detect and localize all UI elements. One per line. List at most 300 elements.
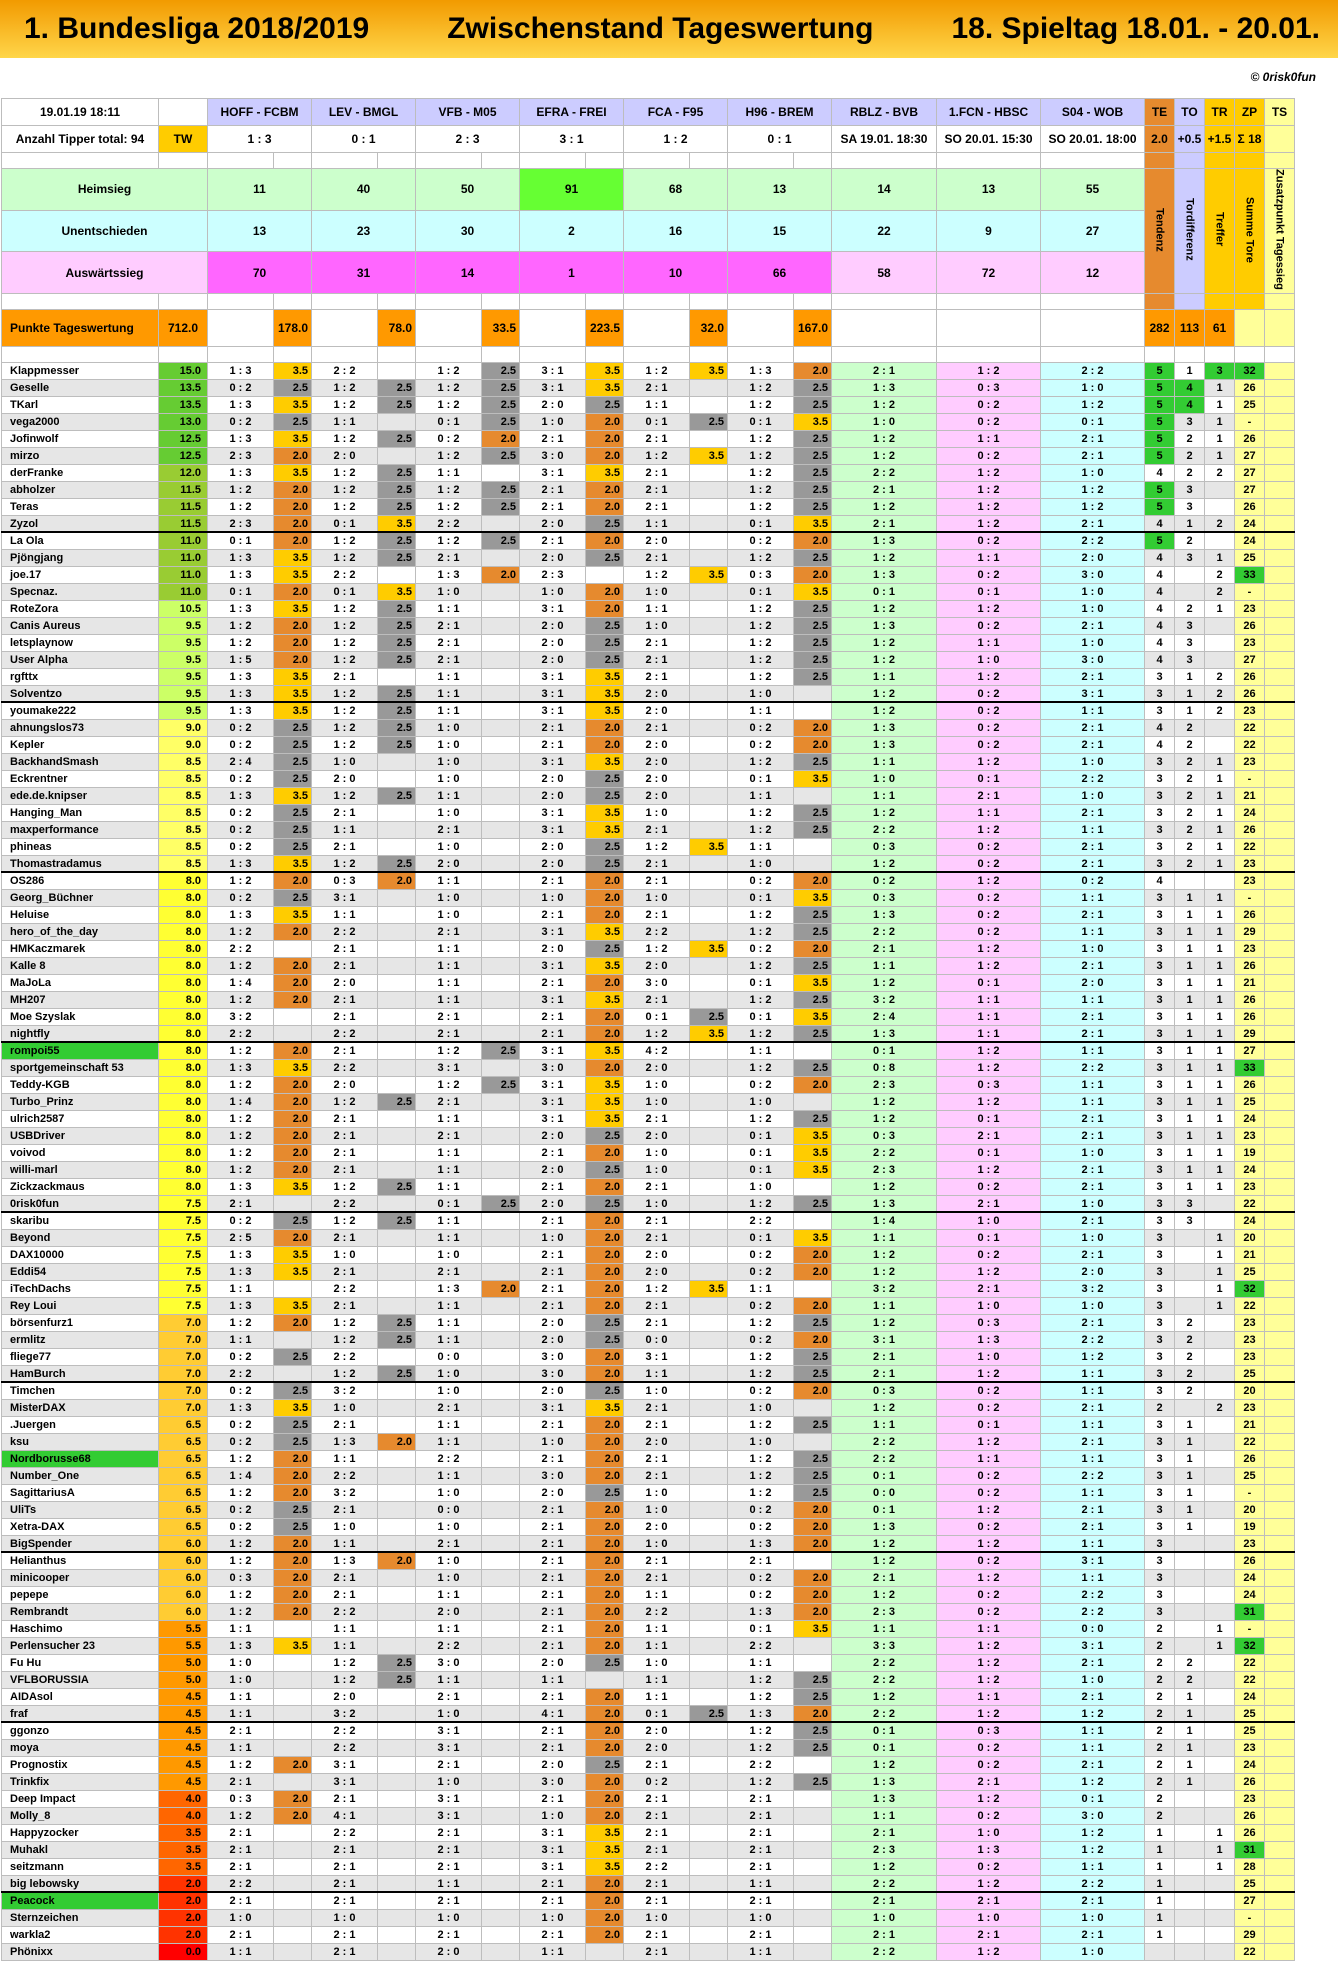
open-tip: 2 : 2 [832,1433,937,1450]
spacer [794,293,832,309]
tip-points [794,855,832,872]
tip-points [690,481,728,498]
tip-points: 2.5 [378,532,416,549]
tipper-row [2,1858,1295,1875]
tip-points: 3.5 [586,753,624,770]
tipper-name: Pjöngjang [2,549,159,566]
tr-count: 1 [1205,1229,1235,1246]
tipper-total: 7.5 [159,1212,208,1229]
open-tip: 1 : 3 [937,1331,1041,1348]
tip: 1 : 0 [312,1246,378,1263]
tip-points: 2.5 [378,617,416,634]
tip: 0 : 3 [312,872,378,889]
tip: 2 : 1 [208,1722,274,1739]
tip-points [378,1790,416,1807]
tip: 1 : 0 [728,1909,794,1926]
tip-points [378,413,416,430]
to-count: 2 [1175,1365,1205,1382]
zp-sum: 26 [1235,1773,1265,1790]
tip: 1 : 0 [312,753,378,770]
zp-sum: 23 [1235,1178,1265,1195]
tip-points: 2.5 [794,1025,832,1042]
tip-points: 2.0 [274,1603,312,1620]
open-tip: 2 : 1 [1041,804,1145,821]
tip-points: 3.5 [586,1858,624,1875]
tip: 0 : 1 [416,1195,482,1212]
tr-count [1205,1365,1235,1382]
tip-points [690,515,728,532]
tipper-total: 13.5 [159,379,208,396]
open-tip: 2 : 1 [1041,668,1145,685]
open-tip: 1 : 1 [937,1450,1041,1467]
tip-points [794,787,832,804]
tipper-name: seitzmann [2,1858,159,1875]
tip: 1 : 0 [312,1909,378,1926]
tr-count: 2 [1205,566,1235,583]
ts-cell [1265,651,1295,668]
zp-sum: 28 [1235,1858,1265,1875]
ext-weight: +1.5 [1205,126,1235,153]
zp-sum: 26 [1235,1552,1265,1569]
open-tip: 1 : 2 [1041,1705,1145,1722]
tip-points [794,1654,832,1671]
tip: 1 : 0 [312,1518,378,1535]
tip-points: 2.0 [586,1603,624,1620]
tip: 2 : 2 [624,923,690,940]
tip-points: 2.5 [794,1739,832,1756]
tipper-row [2,974,1295,991]
open-tip: 1 : 1 [1041,702,1145,719]
tipper-total: 8.0 [159,889,208,906]
zp-sum: 27 [1235,651,1265,668]
tipper-row [2,1450,1295,1467]
tip-points: 3.5 [586,1076,624,1093]
tip-points: 2.5 [378,651,416,668]
tipper-name: Phönixx [2,1943,159,1960]
tipper-name: .Juergen [2,1416,159,1433]
tip-points [274,1824,312,1841]
open-tip: 1 : 3 [832,532,937,549]
tip: 2 : 1 [520,1501,586,1518]
zp-sum: - [1235,889,1265,906]
tip-points: 2.5 [586,1331,624,1348]
tip: 2 : 1 [312,1875,378,1892]
tip: 2 : 2 [208,1875,274,1892]
spacer [416,153,482,169]
tip-points: 2.0 [586,1348,624,1365]
tip: 2 : 1 [624,906,690,923]
tip: 1 : 1 [312,906,378,923]
tip: 2 : 1 [728,1892,794,1909]
tip-points: 2.5 [274,1416,312,1433]
banner-subtitle: Zwischenstand Tageswertung [447,12,874,45]
tip-points [378,770,416,787]
zp-sum: 25 [1235,1263,1265,1280]
tipper-row [2,1739,1295,1756]
to-count [1175,1586,1205,1603]
tip: 2 : 1 [520,1739,586,1756]
tip: 0 : 2 [728,1518,794,1535]
match-result: 1 : 3 [208,126,312,153]
tip: 3 : 1 [520,1841,586,1858]
tip-points: 2.0 [794,532,832,549]
tip-points: 3.5 [794,1144,832,1161]
te-count: 3 [1145,1314,1175,1331]
tip-points: 2.5 [378,1331,416,1348]
open-tip: 0 : 2 [937,1246,1041,1263]
to-count [1175,1246,1205,1263]
tip-points [378,1042,416,1059]
zp-sum: 23 [1235,855,1265,872]
tipper-row [2,770,1295,787]
tip-points: 2.0 [586,413,624,430]
tip: 2 : 1 [416,634,482,651]
tip-points: 2.0 [274,1229,312,1246]
tipper-total: 9.5 [159,668,208,685]
tip-points [274,1705,312,1722]
tr-count [1205,1756,1235,1773]
to-count [1175,1569,1205,1586]
to-count: 1 [1175,702,1205,719]
spacer [624,293,690,309]
tr-count: 1 [1205,940,1235,957]
tip: 1 : 0 [416,1246,482,1263]
tip-points: 2.5 [274,379,312,396]
tr-count: 1 [1205,787,1235,804]
open-tip: 1 : 1 [937,634,1041,651]
tip: 2 : 1 [208,1858,274,1875]
tip-points [690,1824,728,1841]
stat-value: 2 [520,210,624,252]
zp-sum: 22 [1235,838,1265,855]
te-count: 2 [1145,1773,1175,1790]
tip-points [482,1501,520,1518]
tip-points: 2.5 [794,396,832,413]
ts-cell [1265,1841,1295,1858]
tip-points: 2.5 [794,804,832,821]
tip-points [690,1807,728,1824]
open-tip: 0 : 0 [832,1484,937,1501]
tip-points: 2.5 [378,396,416,413]
open-tip: 0 : 3 [832,1127,937,1144]
zp-sum: 20 [1235,1501,1265,1518]
ts-cell [1265,923,1295,940]
tip: 2 : 1 [520,1688,586,1705]
tr-count: 2 [1205,1399,1235,1416]
stat-value: 30 [416,210,520,252]
tr-count: 1 [1205,974,1235,991]
tip: 3 : 0 [416,1654,482,1671]
title-banner [0,0,1338,58]
tip: 1 : 0 [624,1195,690,1212]
tip: 1 : 2 [728,481,794,498]
zp-sum: 21 [1235,1416,1265,1433]
tip: 0 : 1 [624,413,690,430]
tip-points [690,753,728,770]
ts-cell [1265,413,1295,430]
to-count: 1 [1175,991,1205,1008]
tip: 1 : 1 [520,1943,586,1960]
open-tip: 2 : 2 [1041,1586,1145,1603]
tip-points [690,1484,728,1501]
tip-points: 3.5 [690,447,728,464]
zp-sum: 22 [1235,1433,1265,1450]
tip: 0 : 2 [728,1501,794,1518]
tipper-row [2,1620,1295,1637]
tipper-name: pepepe [2,1586,159,1603]
tip: 1 : 0 [624,1093,690,1110]
ext-vertical-label [1265,169,1295,294]
tipper-row [2,1552,1295,1569]
tip-points: 2.5 [586,940,624,957]
tip-points: 2.0 [794,872,832,889]
to-count: 3 [1175,617,1205,634]
ext-vertical-text: Tordifferenz [1183,198,1196,261]
open-tip: 1 : 2 [937,362,1041,379]
open-tip: 1 : 2 [832,974,937,991]
points-blank [832,309,937,346]
zp-sum: 23 [1235,1790,1265,1807]
ts-cell [1265,1348,1295,1365]
ts-cell [1265,1688,1295,1705]
tipper-name: Beyond [2,1229,159,1246]
zp-sum: 27 [1235,1892,1265,1909]
tip-points [794,1875,832,1892]
tip: 2 : 0 [520,549,586,566]
tip-points: 3.5 [794,770,832,787]
open-tip: 1 : 2 [937,498,1041,515]
tip: 2 : 1 [624,1807,690,1824]
open-tip: 2 : 1 [1041,430,1145,447]
open-tip: 1 : 0 [1041,379,1145,396]
open-tip: 2 : 2 [832,1705,937,1722]
tip-points [794,1892,832,1909]
open-tip: 1 : 0 [1041,753,1145,770]
tip: 0 : 1 [728,515,794,532]
tr-count [1205,481,1235,498]
tip-points [482,1144,520,1161]
open-tip: 1 : 3 [937,1841,1041,1858]
tip-points: 2.0 [586,1246,624,1263]
tip-points [482,1297,520,1314]
open-tip: 2 : 1 [937,1195,1041,1212]
tip: 1 : 1 [416,872,482,889]
tip-points: 2.0 [274,1807,312,1824]
ts-cell [1265,447,1295,464]
tipper-total: 8.0 [159,872,208,889]
stat-value: 68 [624,169,728,211]
tipper-total: 8.0 [159,1161,208,1178]
tip-points [378,1484,416,1501]
tip-points: 2.5 [274,753,312,770]
tip-points [690,957,728,974]
tip: 2 : 1 [520,974,586,991]
tip-points: 2.0 [586,1620,624,1637]
tipper-row [2,923,1295,940]
tip-points: 2.0 [794,1501,832,1518]
zp-sum: - [1235,1484,1265,1501]
tip-points [378,1586,416,1603]
tip: 1 : 2 [624,362,690,379]
open-tip: 0 : 2 [937,1858,1041,1875]
tip: 2 : 1 [624,1552,690,1569]
tipper-row [2,957,1295,974]
tipper-total: 6.0 [159,1535,208,1552]
tip: 1 : 2 [416,481,482,498]
te-count: 4 [1145,617,1175,634]
tip-points: 2.0 [274,1535,312,1552]
open-tip: 2 : 2 [1041,1603,1145,1620]
match-title: VFB - M05 [416,99,520,126]
tip: 2 : 1 [624,1110,690,1127]
zp-sum: 20 [1235,1382,1265,1399]
tip-points [794,1926,832,1943]
stat-value: 23 [312,210,416,252]
tip-points: 2.5 [274,1212,312,1229]
tip-points [482,1620,520,1637]
te-count: 5 [1145,481,1175,498]
to-count [1175,1263,1205,1280]
tip: 1 : 2 [208,1535,274,1552]
tip: 0 : 1 [208,583,274,600]
tip-points [482,702,520,719]
tip-points: 3.5 [378,583,416,600]
tipper-row [2,1229,1295,1246]
ts-cell [1265,719,1295,736]
points-match: 167.0 [794,309,832,346]
te-count: 3 [1145,1348,1175,1365]
tip: 1 : 1 [416,787,482,804]
open-tip: 1 : 2 [937,1705,1041,1722]
tip-points [482,1399,520,1416]
spacer [832,153,937,169]
open-tip: 0 : 3 [832,889,937,906]
tip: 2 : 1 [624,1926,690,1943]
ts-cell [1265,1518,1295,1535]
tip: 3 : 0 [520,447,586,464]
tip: 2 : 2 [624,1603,690,1620]
tip: 1 : 2 [312,736,378,753]
tip: 2 : 1 [312,1008,378,1025]
tip: 1 : 2 [728,1348,794,1365]
stat-row [2,210,1295,252]
tip-points: 3.5 [690,940,728,957]
tip-points [378,1773,416,1790]
tip-points [274,1671,312,1688]
tip: 1 : 0 [208,1654,274,1671]
tip-points: 2.5 [794,1773,832,1790]
te-count: 3 [1145,1501,1175,1518]
tipper-row [2,1382,1295,1399]
tip: 1 : 2 [208,1484,274,1501]
open-tip: 2 : 1 [1041,1654,1145,1671]
tip: 1 : 1 [728,1042,794,1059]
te-count: 2 [1145,1807,1175,1824]
tip: 2 : 0 [520,1484,586,1501]
tipper-row [2,1654,1295,1671]
tr-count: 1 [1205,855,1235,872]
spacer [520,346,586,362]
tipper-name: ulrich2587 [2,1110,159,1127]
open-tip: 2 : 3 [832,1841,937,1858]
tip: 2 : 1 [624,1399,690,1416]
tr-count: 1 [1205,430,1235,447]
tip: 1 : 1 [416,600,482,617]
open-tip: 1 : 2 [937,1637,1041,1654]
zp-sum: 23 [1235,753,1265,770]
tip: 4 : 2 [624,1042,690,1059]
ts-cell [1265,1586,1295,1603]
ts-cell [1265,1433,1295,1450]
tip-points [378,1807,416,1824]
tip: 0 : 1 [728,413,794,430]
tip: 3 : 1 [416,1059,482,1076]
stat-value: 72 [937,252,1041,294]
tipper-total: 8.0 [159,1059,208,1076]
tip: 3 : 1 [312,1756,378,1773]
tip: 3 : 1 [520,600,586,617]
tip-points: 2.5 [482,498,520,515]
spacer [159,153,208,169]
open-tip: 1 : 3 [832,719,937,736]
tip: 1 : 2 [208,1144,274,1161]
tip: 1 : 3 [312,1433,378,1450]
tr-count: 1 [1205,804,1235,821]
tip-points [378,1875,416,1892]
tip-points: 2.5 [794,668,832,685]
tip: 2 : 1 [728,1858,794,1875]
tip: 2 : 2 [416,515,482,532]
tip: 1 : 1 [416,1620,482,1637]
tip-points [690,1552,728,1569]
tip: 1 : 2 [728,991,794,1008]
tip-points [482,1110,520,1127]
tip: 3 : 2 [312,1484,378,1501]
tip-points [690,1858,728,1875]
tipper-name: Eddi54 [2,1263,159,1280]
tipper-total: 6.5 [159,1416,208,1433]
spacer [520,293,586,309]
open-tip: 1 : 1 [937,1688,1041,1705]
tip-points [482,1331,520,1348]
tip: 2 : 1 [624,1875,690,1892]
te-count: 5 [1145,379,1175,396]
tr-count: 1 [1205,1280,1235,1297]
spacer [586,346,624,362]
tip: 1 : 0 [416,1705,482,1722]
tip-points: 3.5 [586,923,624,940]
tip-points: 2.0 [274,651,312,668]
tip: 1 : 2 [208,1076,274,1093]
zp-sum: - [1235,583,1265,600]
zp-sum: 24 [1235,1569,1265,1586]
tip: 2 : 2 [312,362,378,379]
zp-sum: 22 [1235,1671,1265,1688]
spacer [624,153,690,169]
open-tip: 0 : 2 [937,1382,1041,1399]
tr-count [1205,1603,1235,1620]
points-blank [208,309,274,346]
tip: 0 : 2 [728,872,794,889]
open-tip: 2 : 1 [937,1773,1041,1790]
tip-points [690,1093,728,1110]
te-count: 3 [1145,1433,1175,1450]
tip: 1 : 2 [624,940,690,957]
tip-points [378,668,416,685]
open-tip: 1 : 0 [832,413,937,430]
spacer [1235,346,1265,362]
tip-points: 2.5 [586,634,624,651]
